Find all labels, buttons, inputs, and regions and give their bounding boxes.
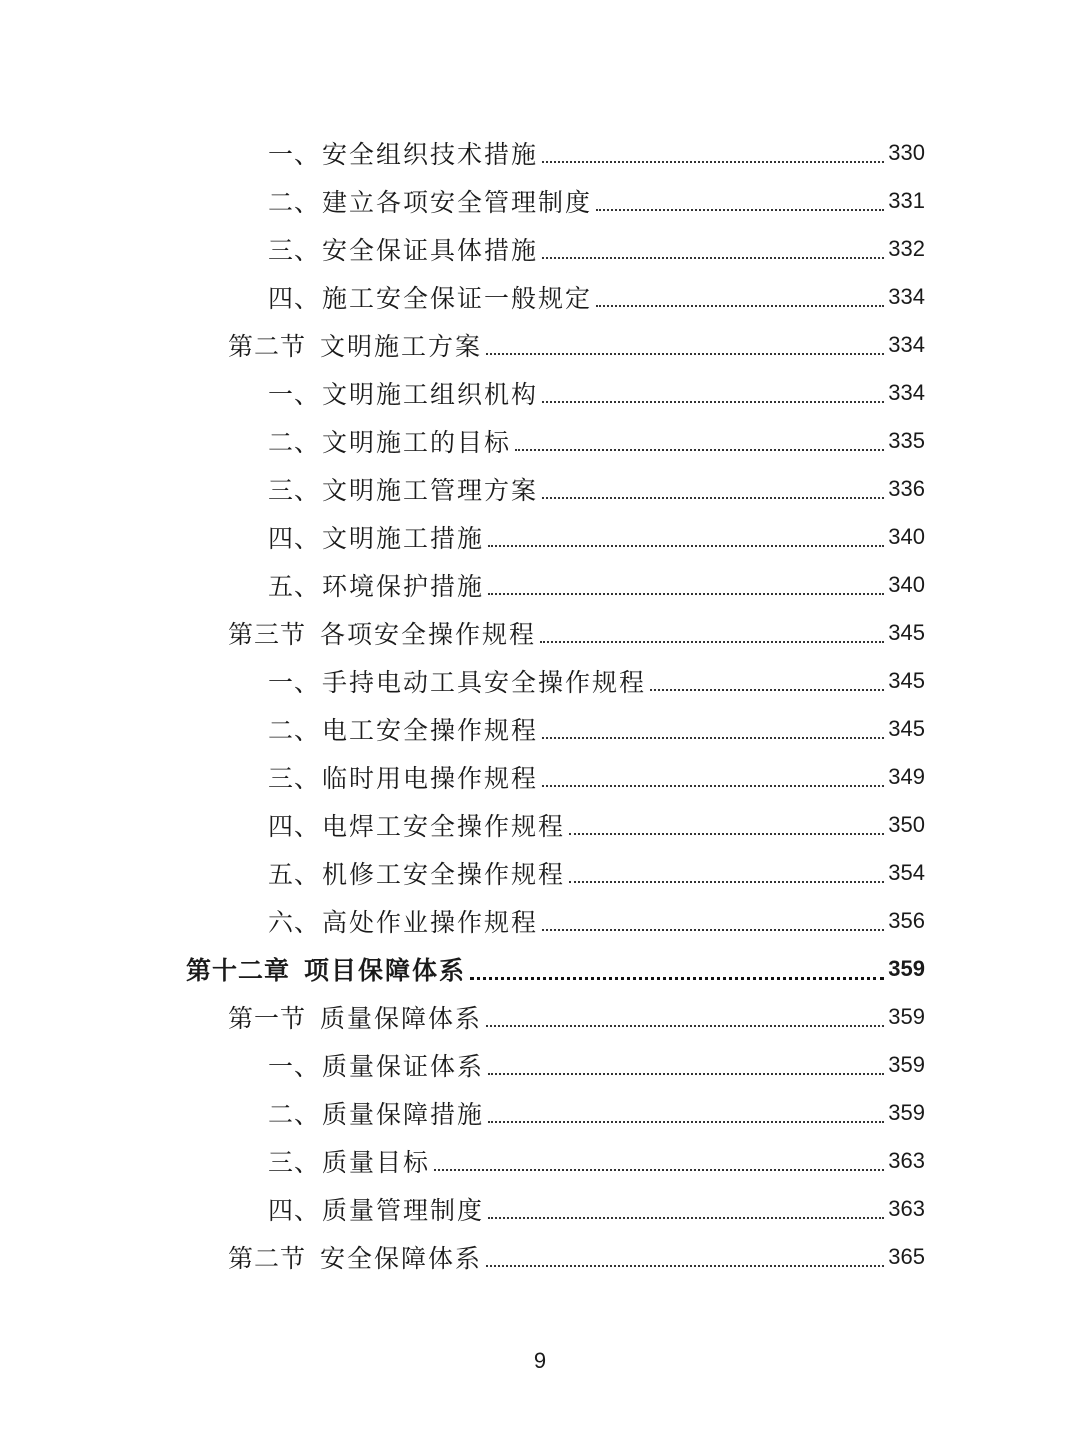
toc-dot-leader bbox=[515, 449, 884, 451]
toc-entry-number: 第二节 bbox=[228, 1244, 307, 1273]
toc-entry-page: 331 bbox=[888, 188, 925, 213]
toc-entry[interactable] bbox=[0, 897, 1080, 945]
toc-entry-number: 二、 bbox=[268, 188, 321, 217]
toc-entry[interactable] bbox=[0, 129, 1080, 177]
toc-entry-page: 359 bbox=[888, 1052, 925, 1077]
toc-entry-title: 安全组织技术措施 bbox=[322, 140, 539, 169]
toc-entry-page: 350 bbox=[888, 812, 925, 837]
toc-entry[interactable] bbox=[0, 321, 1080, 369]
toc-dot-leader bbox=[596, 305, 884, 307]
toc-entry-number: 四、 bbox=[268, 812, 321, 841]
toc-entry[interactable] bbox=[0, 513, 1080, 561]
toc-entry-title: 质量保证体系 bbox=[322, 1052, 485, 1081]
toc-entry-page: 330 bbox=[888, 140, 925, 165]
toc-entry[interactable] bbox=[0, 1089, 1080, 1137]
toc-dot-leader bbox=[542, 401, 884, 403]
toc-entry-title: 施工安全保证一般规定 bbox=[322, 284, 593, 313]
toc-entry-number: 二、 bbox=[268, 428, 321, 457]
toc-entry-title: 文明施工组织机构 bbox=[322, 380, 539, 409]
toc-entry[interactable] bbox=[0, 369, 1080, 417]
toc-dot-leader bbox=[542, 785, 884, 787]
toc-dot-leader bbox=[569, 833, 884, 835]
toc-dot-leader bbox=[542, 497, 884, 499]
toc-entry[interactable] bbox=[0, 1185, 1080, 1233]
toc-entry-number: 六、 bbox=[268, 908, 321, 937]
toc-entry-title: 项目保障体系 bbox=[304, 956, 467, 985]
toc-entry-page: 356 bbox=[888, 908, 925, 933]
toc-entry-number: 二、 bbox=[268, 716, 321, 745]
toc-dot-leader bbox=[486, 1265, 884, 1267]
toc-dot-leader bbox=[488, 593, 884, 595]
toc-dot-leader bbox=[488, 1121, 884, 1123]
toc-dot-leader bbox=[596, 209, 884, 211]
toc-entry-number: 三、 bbox=[268, 476, 321, 505]
toc-entry-page: 354 bbox=[888, 860, 925, 885]
toc-entry-title: 质量保障措施 bbox=[322, 1100, 485, 1129]
toc-entry-page: 359 bbox=[888, 1004, 925, 1029]
toc-dot-leader bbox=[434, 1169, 884, 1171]
toc-entry-title: 机修工安全操作规程 bbox=[322, 860, 566, 889]
toc-entry-page: 332 bbox=[888, 236, 925, 261]
toc-entry-number: 第十二章 bbox=[186, 956, 291, 985]
toc-entry[interactable] bbox=[0, 177, 1080, 225]
toc-dot-leader bbox=[486, 353, 884, 355]
toc-dot-leader bbox=[542, 257, 884, 259]
toc-entry[interactable] bbox=[0, 801, 1080, 849]
toc-entry-page: 334 bbox=[888, 380, 925, 405]
toc-dot-leader bbox=[488, 1217, 884, 1219]
toc-dot-leader bbox=[486, 1025, 884, 1027]
toc-entry[interactable] bbox=[0, 465, 1080, 513]
toc-entry-title: 各项安全操作规程 bbox=[320, 620, 537, 649]
page-number: 9 bbox=[533, 1348, 547, 1373]
toc-dot-leader bbox=[540, 641, 884, 643]
toc-dot-leader bbox=[542, 737, 884, 739]
toc-entry[interactable] bbox=[0, 705, 1080, 753]
toc-entry-number: 第一节 bbox=[228, 1004, 307, 1033]
toc-entry-page: 334 bbox=[888, 284, 925, 309]
toc-entry-page: 340 bbox=[888, 572, 925, 597]
toc-entry[interactable] bbox=[0, 561, 1080, 609]
toc-entry[interactable] bbox=[0, 753, 1080, 801]
toc-entry-page: 365 bbox=[888, 1244, 925, 1269]
toc-entry-page: 363 bbox=[888, 1196, 925, 1221]
toc-entry-title: 手持电动工具安全操作规程 bbox=[322, 668, 647, 697]
toc-entry-title: 质量管理制度 bbox=[322, 1196, 485, 1225]
toc-entry-number: 五、 bbox=[268, 860, 321, 889]
toc-dot-leader bbox=[650, 689, 884, 691]
toc-entry-title: 环境保护措施 bbox=[322, 572, 485, 601]
toc-entry-number: 第二节 bbox=[228, 332, 307, 361]
toc-entry-number: 三、 bbox=[268, 1148, 321, 1177]
toc-entry-number: 一、 bbox=[268, 140, 321, 169]
toc-entry-number: 五、 bbox=[268, 572, 321, 601]
toc-entry-number: 四、 bbox=[268, 524, 321, 553]
toc-entry-page: 359 bbox=[888, 956, 925, 981]
toc-entry-title: 高处作业操作规程 bbox=[322, 908, 539, 937]
toc-dot-leader bbox=[542, 161, 884, 163]
toc-entry[interactable] bbox=[0, 945, 1080, 993]
toc-entry-number: 一、 bbox=[268, 380, 321, 409]
toc-entry-number: 一、 bbox=[268, 668, 321, 697]
toc-entry-number: 四、 bbox=[268, 284, 321, 313]
toc-entry[interactable] bbox=[0, 657, 1080, 705]
toc-entry-page: 335 bbox=[888, 428, 925, 453]
toc-entry-number: 二、 bbox=[268, 1100, 321, 1129]
toc-entry[interactable] bbox=[0, 1137, 1080, 1185]
toc-entry-title: 质量目标 bbox=[322, 1148, 431, 1177]
toc-entry-title: 质量保障体系 bbox=[320, 1004, 483, 1033]
toc-entry-page: 359 bbox=[888, 1100, 925, 1125]
toc-entry[interactable] bbox=[0, 1041, 1080, 1089]
toc-entry[interactable] bbox=[0, 849, 1080, 897]
toc-entry-page: 345 bbox=[888, 620, 925, 645]
table-of-contents bbox=[0, 129, 1080, 1281]
toc-dot-leader bbox=[488, 1073, 884, 1075]
toc-entry[interactable] bbox=[0, 417, 1080, 465]
toc-entry[interactable] bbox=[0, 609, 1080, 657]
toc-entry[interactable] bbox=[0, 1233, 1080, 1281]
toc-entry-number: 第三节 bbox=[228, 620, 307, 649]
toc-entry-title: 电工安全操作规程 bbox=[322, 716, 539, 745]
toc-entry-number: 三、 bbox=[268, 236, 321, 265]
toc-entry-page: 345 bbox=[888, 716, 925, 741]
toc-entry-title: 文明施工方案 bbox=[320, 332, 483, 361]
toc-entry-title: 建立各项安全管理制度 bbox=[322, 188, 593, 217]
toc-entry-title: 临时用电操作规程 bbox=[322, 764, 539, 793]
toc-entry[interactable] bbox=[0, 225, 1080, 273]
toc-entry-title: 安全保证具体措施 bbox=[322, 236, 539, 265]
toc-dot-leader bbox=[569, 881, 884, 883]
toc-entry-number: 三、 bbox=[268, 764, 321, 793]
toc-entry[interactable] bbox=[0, 273, 1080, 321]
toc-dot-leader bbox=[488, 545, 884, 547]
toc-entry-number: 四、 bbox=[268, 1196, 321, 1225]
toc-entry-page: 340 bbox=[888, 524, 925, 549]
toc-entry-page: 349 bbox=[888, 764, 925, 789]
toc-entry-title: 文明施工措施 bbox=[322, 524, 485, 553]
toc-entry-page: 334 bbox=[888, 332, 925, 357]
toc-entry-title: 安全保障体系 bbox=[320, 1244, 483, 1273]
toc-entry-number: 一、 bbox=[268, 1052, 321, 1081]
toc-entry-page: 363 bbox=[888, 1148, 925, 1173]
toc-entry-title: 文明施工管理方案 bbox=[322, 476, 539, 505]
toc-entry-page: 345 bbox=[888, 668, 925, 693]
toc-dot-leader bbox=[542, 929, 884, 931]
toc-entry-title: 文明施工的目标 bbox=[322, 428, 512, 457]
toc-entry-title: 电焊工安全操作规程 bbox=[322, 812, 566, 841]
toc-dot-leader bbox=[470, 977, 884, 980]
toc-entry[interactable] bbox=[0, 993, 1080, 1041]
toc-entry-page: 336 bbox=[888, 476, 925, 501]
